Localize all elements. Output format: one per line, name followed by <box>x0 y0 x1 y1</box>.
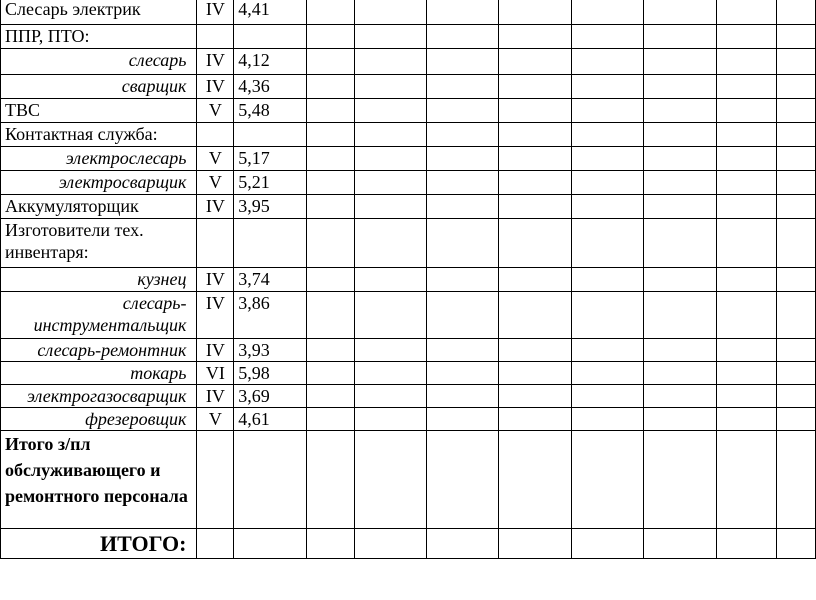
table-row <box>1 25 816 49</box>
empty-cell <box>307 75 354 99</box>
row-category <box>197 529 234 559</box>
empty-cell <box>776 408 815 431</box>
empty-cell <box>776 219 815 268</box>
table-row <box>1 408 816 431</box>
row-name: Изготовители тех. инвентаря: <box>1 219 197 268</box>
row-rate: 4,12 <box>234 49 307 75</box>
empty-cell <box>499 385 571 408</box>
table-row <box>1 292 816 339</box>
row-name: слесарь-ремонтник <box>1 339 197 362</box>
empty-cell <box>427 529 499 559</box>
table-row <box>1 49 816 75</box>
row-name: ИТОГО: <box>1 529 197 559</box>
empty-cell <box>776 147 815 171</box>
empty-cell <box>354 0 426 25</box>
empty-cell <box>307 195 354 219</box>
empty-cell <box>644 385 716 408</box>
row-category: IV <box>197 292 234 339</box>
empty-cell <box>716 385 776 408</box>
empty-cell <box>307 123 354 147</box>
empty-cell <box>307 147 354 171</box>
empty-cell <box>716 123 776 147</box>
empty-cell <box>644 99 716 123</box>
empty-cell <box>307 408 354 431</box>
empty-cell <box>571 431 643 529</box>
row-rate: 5,21 <box>234 171 307 195</box>
empty-cell <box>499 408 571 431</box>
row-rate: 5,98 <box>234 362 307 385</box>
empty-cell <box>571 171 643 195</box>
row-category: IV <box>197 75 234 99</box>
empty-cell <box>571 25 643 49</box>
empty-cell <box>307 431 354 529</box>
empty-cell <box>354 529 426 559</box>
empty-cell <box>307 292 354 339</box>
row-category <box>197 25 234 49</box>
row-name: кузнец <box>1 268 197 292</box>
row-name: ТВС <box>1 99 197 123</box>
row-category: IV <box>197 0 234 25</box>
empty-cell <box>499 431 571 529</box>
empty-cell <box>307 99 354 123</box>
empty-cell <box>776 292 815 339</box>
empty-cell <box>571 219 643 268</box>
empty-cell <box>499 339 571 362</box>
empty-cell <box>427 362 499 385</box>
empty-cell <box>716 219 776 268</box>
empty-cell <box>307 339 354 362</box>
empty-cell <box>427 171 499 195</box>
empty-cell <box>776 49 815 75</box>
empty-cell <box>644 25 716 49</box>
empty-cell <box>427 49 499 75</box>
row-name: электросварщик <box>1 171 197 195</box>
empty-cell <box>776 385 815 408</box>
empty-cell <box>427 431 499 529</box>
empty-cell <box>716 408 776 431</box>
table-row <box>1 0 816 25</box>
empty-cell <box>354 49 426 75</box>
table-row <box>1 362 816 385</box>
row-rate: 3,95 <box>234 195 307 219</box>
row-category <box>197 123 234 147</box>
empty-cell <box>499 529 571 559</box>
empty-cell <box>644 268 716 292</box>
empty-cell <box>571 339 643 362</box>
empty-cell <box>307 49 354 75</box>
empty-cell <box>776 431 815 529</box>
empty-cell <box>427 147 499 171</box>
empty-cell <box>571 75 643 99</box>
empty-cell <box>354 123 426 147</box>
empty-cell <box>716 171 776 195</box>
row-category: VI <box>197 362 234 385</box>
empty-cell <box>716 431 776 529</box>
row-name: слесарь <box>1 49 197 75</box>
table-row <box>1 195 816 219</box>
empty-cell <box>307 0 354 25</box>
row-category: IV <box>197 339 234 362</box>
row-name: сварщик <box>1 75 197 99</box>
empty-cell <box>716 25 776 49</box>
row-rate <box>234 123 307 147</box>
empty-cell <box>571 195 643 219</box>
empty-cell <box>571 529 643 559</box>
empty-cell <box>427 268 499 292</box>
table-row <box>1 339 816 362</box>
empty-cell <box>776 171 815 195</box>
empty-cell <box>716 268 776 292</box>
empty-cell <box>354 339 426 362</box>
empty-cell <box>571 49 643 75</box>
empty-cell <box>644 195 716 219</box>
row-category <box>197 219 234 268</box>
empty-cell <box>716 99 776 123</box>
empty-cell <box>716 339 776 362</box>
empty-cell <box>571 147 643 171</box>
row-rate <box>234 25 307 49</box>
row-name: Слесарь электрик <box>1 0 197 25</box>
table-body <box>1 0 816 559</box>
empty-cell <box>571 0 643 25</box>
row-category: IV <box>197 385 234 408</box>
row-rate: 4,61 <box>234 408 307 431</box>
empty-cell <box>307 362 354 385</box>
empty-cell <box>644 292 716 339</box>
empty-cell <box>776 0 815 25</box>
table-row <box>1 99 816 123</box>
empty-cell <box>644 339 716 362</box>
empty-cell <box>499 75 571 99</box>
empty-cell <box>776 25 815 49</box>
empty-cell <box>716 0 776 25</box>
row-category: V <box>197 171 234 195</box>
empty-cell <box>644 0 716 25</box>
row-name: фрезеровщик <box>1 408 197 431</box>
row-rate: 5,17 <box>234 147 307 171</box>
empty-cell <box>776 195 815 219</box>
empty-cell <box>499 292 571 339</box>
row-rate: 5,48 <box>234 99 307 123</box>
empty-cell <box>427 339 499 362</box>
empty-cell <box>499 362 571 385</box>
row-rate: 3,74 <box>234 268 307 292</box>
empty-cell <box>354 431 426 529</box>
empty-cell <box>571 292 643 339</box>
row-name: Итого з/пл обслуживающего и ремонтного персонала <box>1 431 197 529</box>
empty-cell <box>427 0 499 25</box>
empty-cell <box>427 219 499 268</box>
empty-cell <box>499 171 571 195</box>
row-name: электрослесарь <box>1 147 197 171</box>
empty-cell <box>499 123 571 147</box>
empty-cell <box>499 195 571 219</box>
empty-cell <box>644 171 716 195</box>
empty-cell <box>427 123 499 147</box>
table-row <box>1 171 816 195</box>
row-category: IV <box>197 195 234 219</box>
empty-cell <box>776 529 815 559</box>
table-row <box>1 268 816 292</box>
empty-cell <box>499 0 571 25</box>
empty-cell <box>354 195 426 219</box>
empty-cell <box>354 75 426 99</box>
empty-cell <box>644 529 716 559</box>
empty-cell <box>571 385 643 408</box>
empty-cell <box>499 25 571 49</box>
empty-cell <box>354 362 426 385</box>
empty-cell <box>644 147 716 171</box>
empty-cell <box>776 362 815 385</box>
table-row <box>1 431 816 529</box>
empty-cell <box>716 362 776 385</box>
empty-cell <box>716 49 776 75</box>
row-category: V <box>197 99 234 123</box>
empty-cell <box>644 362 716 385</box>
row-rate <box>234 529 307 559</box>
row-category: IV <box>197 268 234 292</box>
empty-cell <box>571 268 643 292</box>
empty-cell <box>776 123 815 147</box>
table-row <box>1 123 816 147</box>
empty-cell <box>354 385 426 408</box>
empty-cell <box>499 268 571 292</box>
empty-cell <box>427 385 499 408</box>
empty-cell <box>354 292 426 339</box>
empty-cell <box>644 408 716 431</box>
row-rate: 3,86 <box>234 292 307 339</box>
row-rate <box>234 219 307 268</box>
row-rate <box>234 431 307 529</box>
row-name: электрогазосварщик <box>1 385 197 408</box>
row-category: V <box>197 408 234 431</box>
row-category <box>197 431 234 529</box>
empty-cell <box>499 219 571 268</box>
empty-cell <box>307 268 354 292</box>
table-row <box>1 219 816 268</box>
empty-cell <box>571 123 643 147</box>
empty-cell <box>776 75 815 99</box>
empty-cell <box>776 268 815 292</box>
empty-cell <box>644 123 716 147</box>
table-row <box>1 75 816 99</box>
row-rate: 3,69 <box>234 385 307 408</box>
empty-cell <box>716 147 776 171</box>
row-name: ППР, ПТО: <box>1 25 197 49</box>
row-name: Аккумуляторщик <box>1 195 197 219</box>
empty-cell <box>427 292 499 339</box>
empty-cell <box>354 171 426 195</box>
empty-cell <box>499 49 571 75</box>
empty-cell <box>716 529 776 559</box>
table-row <box>1 147 816 171</box>
empty-cell <box>644 49 716 75</box>
empty-cell <box>644 219 716 268</box>
row-category: IV <box>197 49 234 75</box>
empty-cell <box>354 408 426 431</box>
row-rate: 4,36 <box>234 75 307 99</box>
empty-cell <box>499 99 571 123</box>
empty-cell <box>776 99 815 123</box>
empty-cell <box>354 268 426 292</box>
empty-cell <box>307 25 354 49</box>
empty-cell <box>427 25 499 49</box>
empty-cell <box>644 431 716 529</box>
row-name: слесарь-инструментальщик <box>1 292 197 339</box>
empty-cell <box>354 147 426 171</box>
empty-cell <box>427 195 499 219</box>
empty-cell <box>354 25 426 49</box>
empty-cell <box>644 75 716 99</box>
empty-cell <box>307 529 354 559</box>
table-row <box>1 385 816 408</box>
empty-cell <box>716 195 776 219</box>
empty-cell <box>571 362 643 385</box>
empty-cell <box>354 99 426 123</box>
empty-cell <box>427 99 499 123</box>
empty-cell <box>776 339 815 362</box>
row-rate: 3,93 <box>234 339 307 362</box>
empty-cell <box>307 385 354 408</box>
empty-cell <box>499 147 571 171</box>
empty-cell <box>716 292 776 339</box>
empty-cell <box>307 219 354 268</box>
row-rate: 4,41 <box>234 0 307 25</box>
empty-cell <box>427 75 499 99</box>
row-name: Контактная служба: <box>1 123 197 147</box>
empty-cell <box>307 171 354 195</box>
empty-cell <box>716 75 776 99</box>
row-name: токарь <box>1 362 197 385</box>
row-category: V <box>197 147 234 171</box>
table-row <box>1 529 816 559</box>
empty-cell <box>571 99 643 123</box>
empty-cell <box>354 219 426 268</box>
empty-cell <box>427 408 499 431</box>
empty-cell <box>571 408 643 431</box>
